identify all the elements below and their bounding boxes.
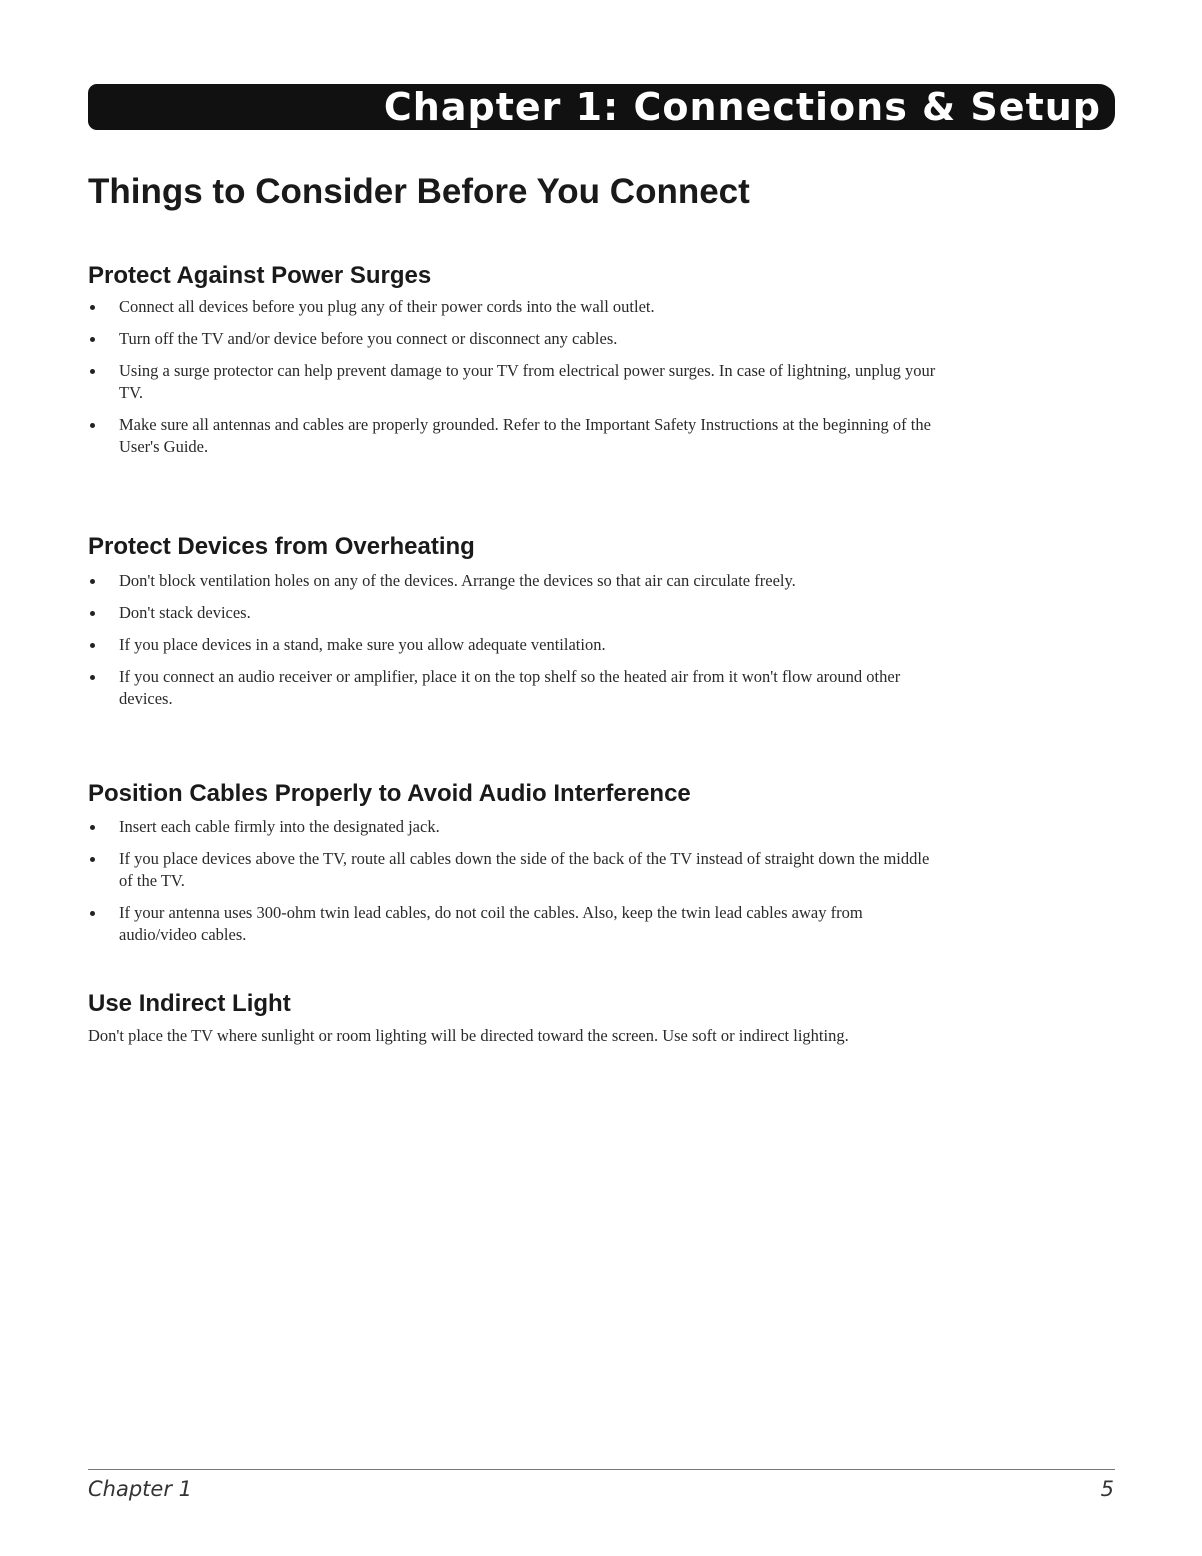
section-heading: Protect Against Power Surges — [88, 262, 432, 289]
list-item — [88, 360, 938, 404]
page-title: Things to Consider Before You Connect — [88, 172, 750, 211]
list-item-text: Connect all devices before you plug any of their power cords into the wall outlet. — [119, 297, 655, 316]
section-heading: Use Indirect Light — [88, 990, 291, 1017]
bullet-icon — [90, 675, 95, 680]
chapter-banner-title: Chapter 1: Connections & Setup — [383, 85, 1101, 129]
section-indirect-light — [88, 989, 938, 1047]
list-item-text: If you place devices in a stand, make sure you allow adequate ventilation. — [119, 635, 606, 654]
list-item — [88, 570, 938, 592]
bullet-icon — [90, 611, 95, 616]
list-item — [88, 328, 938, 350]
list-item — [88, 296, 938, 318]
list-item-text: Make sure all antennas and cables are properly grounded. Refer to the Important Safety Instructions at the beginning of the User's Guide. — [119, 415, 931, 456]
footer-page-number: 5 — [1100, 1477, 1114, 1501]
list-item-text: If you place devices above the TV, route all cables down the side of the back of the TV instead of straight down the middle of the TV. — [119, 849, 930, 890]
section-overheating — [88, 532, 938, 710]
bullet-icon — [90, 643, 95, 648]
list-item-text: If your antenna uses 300-ohm twin lead cables, do not coil the cables. Also, keep the twin lead cables away from audio/video cables. — [119, 903, 863, 944]
footer-chapter-label: Chapter 1 — [88, 1477, 192, 1501]
bullet-icon — [90, 825, 95, 830]
footer-divider — [88, 1469, 1115, 1470]
list-item — [88, 816, 938, 838]
section-heading: Position Cables Properly to Avoid Audio Interference — [88, 780, 691, 807]
list-item-text: Using a surge protector can help prevent damage to your TV from electrical power surges. In case of lightning, unplug your TV. — [119, 361, 936, 402]
section-heading: Protect Devices from Overheating — [88, 533, 475, 560]
bullet-icon — [90, 423, 95, 428]
list-item — [88, 602, 938, 624]
bullet-list — [88, 296, 938, 458]
bullet-icon — [90, 579, 95, 584]
section-power-surges — [88, 261, 938, 458]
list-item — [88, 666, 938, 710]
bullet-icon — [90, 305, 95, 310]
bullet-icon — [90, 857, 95, 862]
list-item — [88, 848, 938, 892]
bullet-icon — [90, 911, 95, 916]
section-paragraph: Don't place the TV where sunlight or room lighting will be directed toward the screen. Use soft or indirect lighting. — [88, 1026, 849, 1045]
list-item — [88, 634, 938, 656]
list-item — [88, 414, 938, 458]
list-item — [88, 902, 938, 946]
list-item-text: Don't stack devices. — [119, 603, 251, 622]
list-item-text: Turn off the TV and/or device before you connect or disconnect any cables. — [119, 329, 618, 348]
section-cable-positioning — [88, 779, 938, 946]
list-item-text: If you connect an audio receiver or amplifier, place it on the top shelf so the heated air from it won't flow around other devices. — [119, 667, 901, 708]
list-item-text: Insert each cable firmly into the designated jack. — [119, 817, 440, 836]
bullet-list — [88, 816, 938, 946]
chapter-banner — [88, 84, 1115, 130]
bullet-list — [88, 570, 938, 710]
bullet-icon — [90, 337, 95, 342]
list-item-text: Don't block ventilation holes on any of the devices. Arrange the devices so that air can circulate freely. — [119, 571, 796, 590]
bullet-icon — [90, 369, 95, 374]
